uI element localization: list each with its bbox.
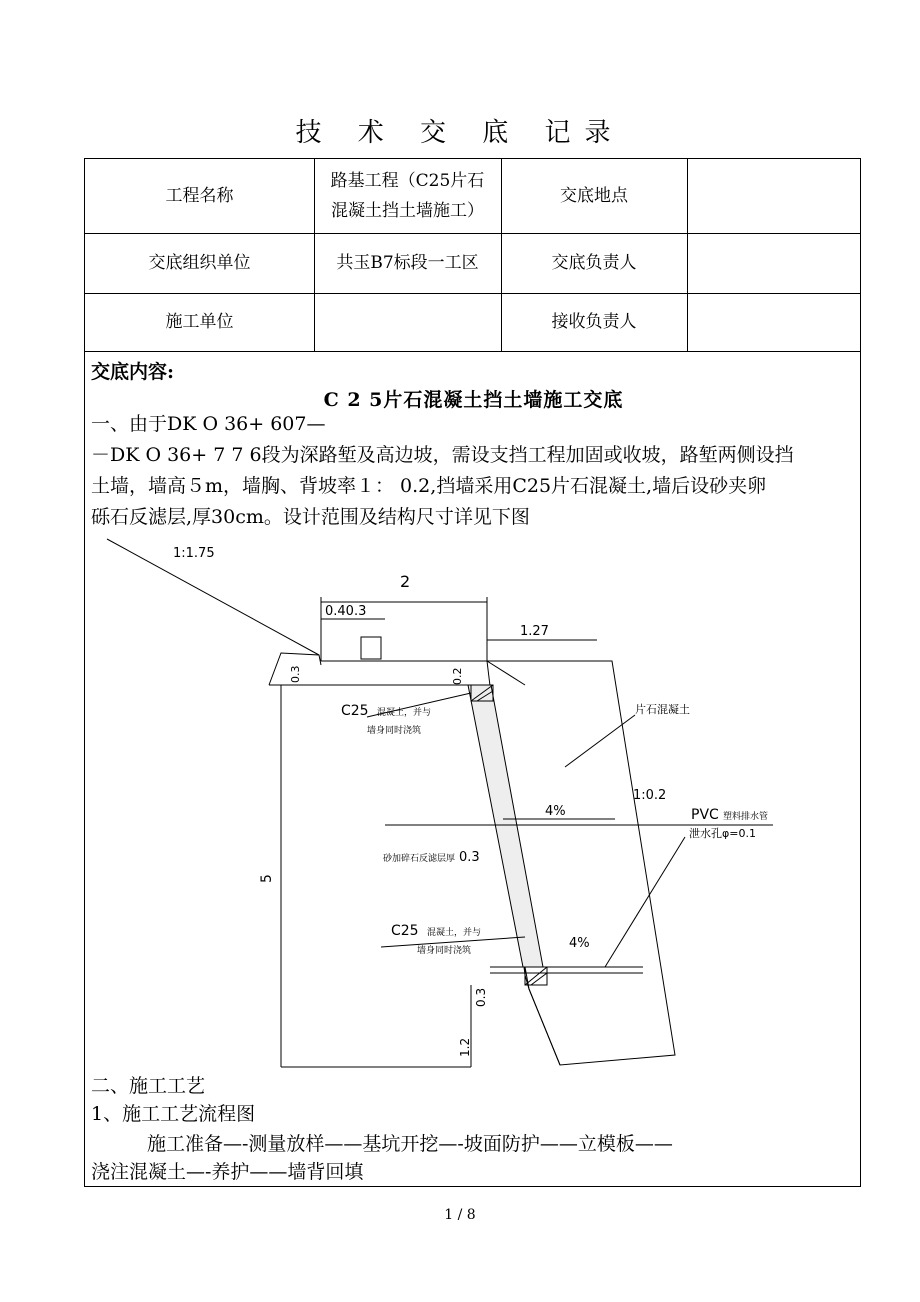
receiver-value — [687, 293, 860, 351]
dim-03-top: 0.3 — [289, 665, 302, 683]
dim-12: 1.2 — [458, 1037, 472, 1057]
filter-layer — [468, 685, 543, 967]
receiver-label: 接收负责人 — [551, 312, 637, 332]
responsible-label: 交底负责人 — [551, 253, 637, 273]
section2-sub: 1、施工工艺流程图 — [91, 1103, 256, 1125]
table-divider — [85, 351, 860, 352]
content-label: 交底内容: — [91, 361, 175, 383]
dim-02: 0.2 — [451, 667, 464, 685]
filter-thickness: 0.3 — [459, 850, 480, 865]
project-name-label: 工程名称 — [165, 186, 234, 206]
c25-bot-c: 墙身同时浇筑 — [417, 946, 472, 956]
contractor-value — [314, 293, 501, 351]
location-label: 交底地点 — [560, 186, 628, 206]
drain-hole-label: 泄水孔φ=0.1 — [689, 827, 756, 840]
filter-label: 砂加碎石反滤层厚 — [383, 854, 456, 864]
c25-top-a: C25 — [341, 703, 369, 719]
document-title: 技 术 交 底 记录 — [295, 118, 625, 148]
rubble-label: 片石混凝土 — [635, 703, 690, 716]
project-name-line2: 混凝土挡土墙施工） — [331, 201, 484, 221]
record-table — [84, 158, 861, 1187]
pvc-label: PVC — [691, 807, 719, 823]
section1-line3: 土墙，墙高５m，墙胸、背坡率１： 0.2,挡墙采用C25片石混凝土,墙后设砂夹卵 — [91, 475, 767, 497]
dim-127: 1.27 — [520, 624, 549, 639]
project-name-value — [314, 159, 501, 233]
ditch-block — [361, 637, 381, 659]
retaining-wall-drawing — [85, 537, 860, 1077]
wall-front-line — [487, 661, 525, 685]
dim-top-width: 2 — [400, 572, 411, 591]
dim-0403: 0.40.3 — [325, 604, 367, 619]
leader — [605, 837, 685, 967]
c25-top-c: 墙身同时浇筑 — [367, 726, 422, 736]
page-number: 1 / 8 — [444, 1207, 476, 1223]
project-name-line1: 路基工程（C25片石 — [330, 171, 485, 191]
section1-line2: －DK O 36+ 7 7 6段为深路堑及高边坡，需设支挡工程加固或收坡，路堑两侧设挡 — [91, 444, 794, 466]
wall-toe — [529, 989, 560, 1065]
contractor-label: 施工单位 — [165, 312, 234, 332]
slope-ratio-label: 1:1.75 — [173, 546, 215, 561]
dim-5: 5 — [259, 874, 275, 883]
location-value — [687, 159, 860, 233]
ratio-face: 1:0.2 — [633, 788, 667, 803]
c25-top-b: 混凝土，并与 — [377, 708, 432, 718]
hatch — [531, 973, 547, 985]
dim-03-bot: 0.3 — [474, 987, 488, 1007]
section1-title: 一、由于DK O 36+ 607— — [91, 413, 326, 435]
responsible-value — [687, 233, 860, 293]
flow-line2: 浇注混凝土—-养护——墙背回填 — [91, 1161, 364, 1183]
pvc-pipe-label: 塑料排水管 — [723, 812, 769, 822]
organizer-label: 交底组织单位 — [148, 253, 251, 273]
c25-bot-a: C25 — [391, 923, 419, 939]
section1-line4: 砾石反滤层,厚30cm。设计范围及结构尺寸详见下图 — [91, 506, 530, 528]
slope-4pct-2: 4% — [569, 936, 590, 951]
c25-bot-b: 混凝土，并与 — [427, 928, 482, 938]
flow-line1: 施工准备—-测量放样——基坑开挖—-坡面防护——立模板—— — [147, 1133, 673, 1155]
organizer-value: 共玉B7标段一工区 — [336, 253, 479, 273]
content-heading: C 2 5片石混凝土挡土墙施工交底 — [323, 389, 624, 411]
slope-4pct-1: 4% — [545, 804, 566, 819]
section2-title: 二、施工工艺 — [91, 1075, 206, 1097]
